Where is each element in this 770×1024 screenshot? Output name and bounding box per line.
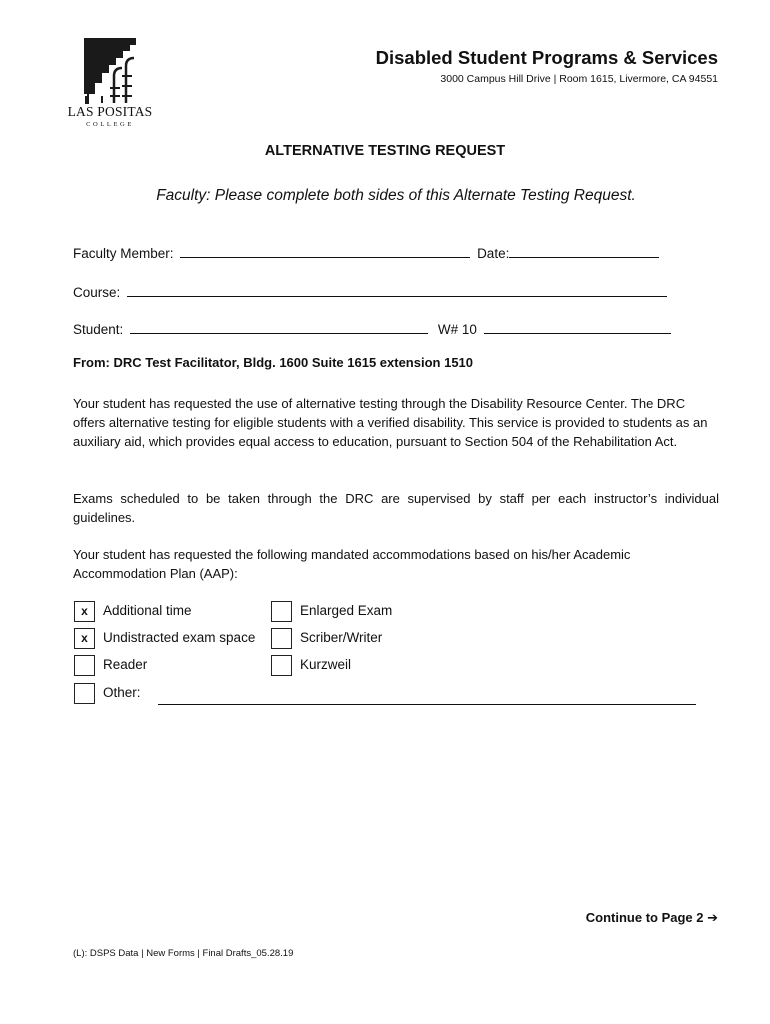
checkbox-undistracted-exam-space[interactable]: x — [74, 628, 95, 649]
label-scriber-writer: Scriber/Writer — [300, 630, 383, 645]
office-title: Disabled Student Programs & Services — [375, 47, 718, 68]
form-title: ALTERNATIVE TESTING REQUEST — [264, 143, 506, 159]
checkbox-scriber-writer[interactable] — [271, 628, 292, 649]
label-enlarged-exam: Enlarged Exam — [300, 603, 393, 618]
from-line: From: DRC Test Facilitator, Bldg. 1600 Suite 1615 extension 1510 — [73, 355, 474, 370]
paragraph-alternative-testing: Your student has requested the use of alternative testing through the Disability Resource Center. The DRC offers alternative testing for eligible students with a verified disability. This service is provided to students as an auxiliary aid, which provides equal access to education, pursuant to Section 504 of the Rehabilitation Act. — [73, 396, 708, 449]
date-field[interactable] — [509, 242, 659, 258]
other-field[interactable] — [158, 704, 696, 705]
label-kurzweil: Kurzweil — [300, 657, 352, 672]
faculty-date-row — [73, 242, 659, 262]
student-row — [73, 318, 671, 338]
label-additional-time: Additional time — [103, 603, 192, 618]
office-address: 3000 Campus Hill Drive | Room 1615, Livermore, CA 94551 — [440, 73, 718, 85]
faculty-member-label: Faculty Member: — [73, 246, 174, 261]
checkbox-enlarged-exam[interactable] — [271, 601, 292, 622]
student-field[interactable] — [130, 318, 428, 334]
label-other: Other: — [103, 685, 141, 700]
course-field[interactable] — [127, 281, 667, 297]
label-reader: Reader — [103, 657, 148, 672]
continue-to-page-2: Continue to Page 2 ➔ — [585, 910, 718, 925]
course-label: Course: — [73, 285, 121, 300]
student-label: Student: — [73, 322, 124, 337]
label-undistracted-exam-space: Undistracted exam space — [103, 630, 256, 645]
w-number-label: W# 10 — [437, 322, 477, 337]
paragraph-supervision: Exams scheduled to be taken through the DRC are supervised by staff per each instructor’s individual guidelines. — [73, 491, 719, 525]
file-path-footer: (L): DSPS Data | New Forms | Final Drafts_05.28.19 — [73, 948, 294, 959]
w-number-field[interactable] — [484, 318, 671, 334]
logo-subtext: COLLEGE — [86, 121, 134, 128]
logo-name: LAS POSITAS — [67, 104, 153, 119]
checkbox-reader[interactable] — [74, 655, 95, 676]
paragraph-accommodations: Your student has requested the following mandated accommodations based on his/her Academic Accommodation Plan (AAP): — [73, 547, 631, 581]
faculty-member-field[interactable] — [180, 242, 470, 258]
form-instruction: Faculty: Please complete both sides of this Alternate Testing Request. — [156, 187, 636, 204]
date-label: Date: — [477, 246, 510, 261]
course-row — [73, 281, 667, 301]
checkbox-additional-time[interactable]: x — [74, 601, 95, 622]
checkbox-kurzweil[interactable] — [271, 655, 292, 676]
checkbox-other[interactable] — [74, 683, 95, 704]
